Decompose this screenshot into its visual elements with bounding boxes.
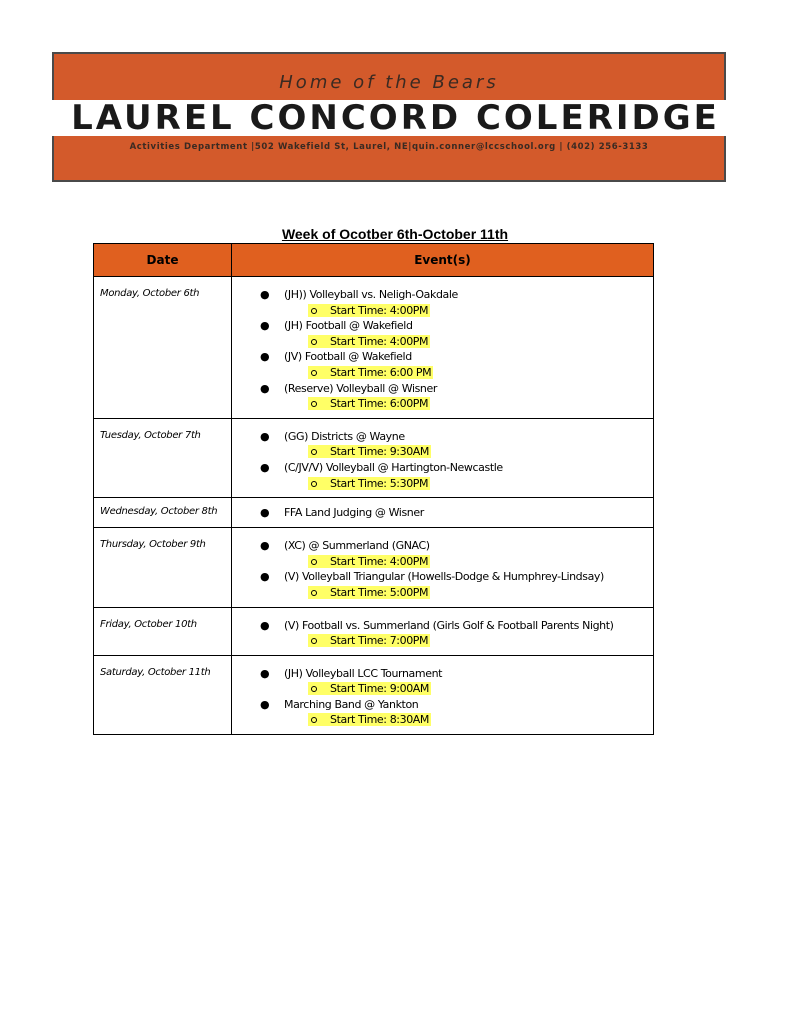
event-item	[232, 538, 653, 554]
hollow-bullet-icon	[311, 481, 317, 487]
table-row	[94, 528, 654, 607]
event-start-time	[232, 396, 653, 412]
event-start-time	[232, 681, 653, 697]
table-row	[94, 607, 654, 655]
bullet-icon: ●	[260, 666, 270, 680]
event-start-time	[232, 444, 653, 460]
start-time-text: Start Time: 7:00PM	[330, 634, 429, 648]
event-start-time	[232, 303, 653, 319]
row-events	[232, 528, 654, 607]
start-time-highlight	[308, 397, 430, 410]
tagline: Home of the Bears	[279, 72, 499, 93]
bullet-icon: ●	[260, 429, 270, 443]
start-time-highlight	[308, 682, 431, 695]
row-date: Wednesday, October 8th	[94, 498, 232, 528]
event-name: (JV) Football @ Wakefield	[284, 350, 412, 364]
event-item	[232, 666, 653, 682]
row-events	[232, 607, 654, 655]
event-item	[232, 287, 653, 303]
bullet-icon: ●	[260, 506, 270, 520]
start-time-text: Start Time: 5:00PM	[330, 585, 429, 599]
row-events	[232, 655, 654, 734]
row-events	[232, 418, 654, 497]
schedule-table	[93, 243, 654, 735]
event-name: FFA Land Judging @ Wisner	[284, 506, 424, 520]
hollow-bullet-icon	[311, 339, 317, 345]
event-item	[232, 429, 653, 445]
event-name: (V) Football vs. Summerland (Girls Golf & Football Parents Night)	[284, 618, 614, 632]
hollow-bullet-icon	[311, 308, 317, 314]
bullet-icon: ●	[260, 288, 270, 301]
event-name: Marching Band @ Yankton	[284, 697, 419, 711]
event-start-time	[232, 334, 653, 350]
event-start-time	[232, 712, 653, 728]
event-item	[232, 318, 653, 334]
row-events	[232, 277, 654, 419]
event-name: (JH) Football @ Wakefield	[284, 319, 413, 333]
event-name: (V) Volleyball Triangular (Howells-Dodge & Humphrey-Lindsay)	[284, 570, 604, 584]
start-time-text: Start Time: 9:30AM	[330, 445, 430, 459]
table-row	[94, 277, 654, 419]
row-date: Monday, October 6th	[94, 277, 232, 419]
start-time-text: Start Time: 6:00PM	[330, 397, 429, 411]
event-item	[232, 697, 653, 713]
start-time-text: Start Time: 9:00AM	[330, 682, 430, 696]
bullet-icon: ●	[260, 570, 270, 584]
start-time-text: Start Time: 5:30PM	[330, 476, 429, 490]
hollow-bullet-icon	[311, 559, 317, 565]
start-time-highlight	[308, 445, 431, 458]
hollow-bullet-icon	[311, 590, 317, 596]
hollow-bullet-icon	[311, 449, 317, 455]
hollow-bullet-icon	[311, 401, 317, 407]
row-date: Friday, October 10th	[94, 607, 232, 655]
bullet-icon: ●	[260, 618, 270, 632]
event-start-time	[232, 554, 653, 570]
row-date: Saturday, October 11th	[94, 655, 232, 734]
hollow-bullet-icon	[311, 717, 317, 723]
bullet-icon: ●	[260, 539, 270, 553]
event-item	[232, 618, 653, 634]
event-name: (GG) Districts @ Wayne	[284, 429, 405, 443]
start-time-text: Start Time: 4:00PM	[330, 303, 429, 317]
start-time-text: Start Time: 6:00 PM	[330, 365, 432, 379]
row-date: Tuesday, October 7th	[94, 418, 232, 497]
event-name: (JH) Volleyball LCC Tournament	[284, 666, 443, 680]
event-start-time	[232, 476, 653, 492]
event-item	[232, 505, 653, 521]
event-item	[232, 349, 653, 365]
table-header-row	[94, 244, 654, 277]
bullet-icon: ●	[260, 319, 270, 333]
table-row	[94, 418, 654, 497]
start-time-highlight	[308, 555, 430, 568]
school-name: LAUREL CONCORD COLERIDGE	[71, 98, 720, 138]
start-time-highlight	[308, 713, 431, 726]
start-time-highlight	[308, 586, 430, 599]
hollow-bullet-icon	[311, 370, 317, 376]
bullet-icon: ●	[260, 381, 270, 395]
start-time-text: Start Time: 4:00PM	[330, 334, 429, 348]
start-time-highlight	[308, 335, 430, 348]
column-header-events: Event(s)	[232, 244, 654, 277]
event-start-time	[232, 633, 653, 649]
table-row	[94, 655, 654, 734]
event-item	[232, 381, 653, 397]
start-time-highlight	[308, 366, 433, 379]
start-time-highlight	[308, 477, 430, 490]
bullet-icon: ●	[260, 350, 270, 364]
week-title: Week of Ocotber 6th-October 11th	[281, 226, 509, 242]
start-time-highlight	[308, 634, 430, 647]
bullet-icon: ●	[260, 460, 270, 474]
event-name: (C/JV/V) Volleyball @ Hartington-Newcastle	[284, 460, 503, 474]
row-events	[232, 498, 654, 528]
hollow-bullet-icon	[311, 686, 317, 692]
event-name: (JH)) Volleyball vs. Neligh-Oakdale	[284, 288, 458, 301]
event-name: (Reserve) Volleyball @ Wisner	[284, 381, 437, 395]
table-row	[94, 498, 654, 528]
row-date: Thursday, October 9th	[94, 528, 232, 607]
bullet-icon: ●	[260, 697, 270, 711]
start-time-text: Start Time: 4:00PM	[330, 554, 429, 568]
event-name: (XC) @ Summerland (GNAC)	[284, 539, 430, 553]
event-start-time	[232, 365, 653, 381]
schedule-rows	[94, 277, 654, 735]
event-item	[232, 569, 653, 585]
event-start-time	[232, 585, 653, 601]
hollow-bullet-icon	[311, 638, 317, 644]
column-header-date: Date	[94, 244, 232, 277]
start-time-highlight	[308, 304, 430, 317]
contact-info: Activities Department |502 Wakefield St, Laurel, NE|quin.conner@lccschool.org | (402) 256-3133	[129, 142, 649, 152]
start-time-text: Start Time: 8:30AM	[330, 713, 430, 727]
event-item	[232, 460, 653, 476]
